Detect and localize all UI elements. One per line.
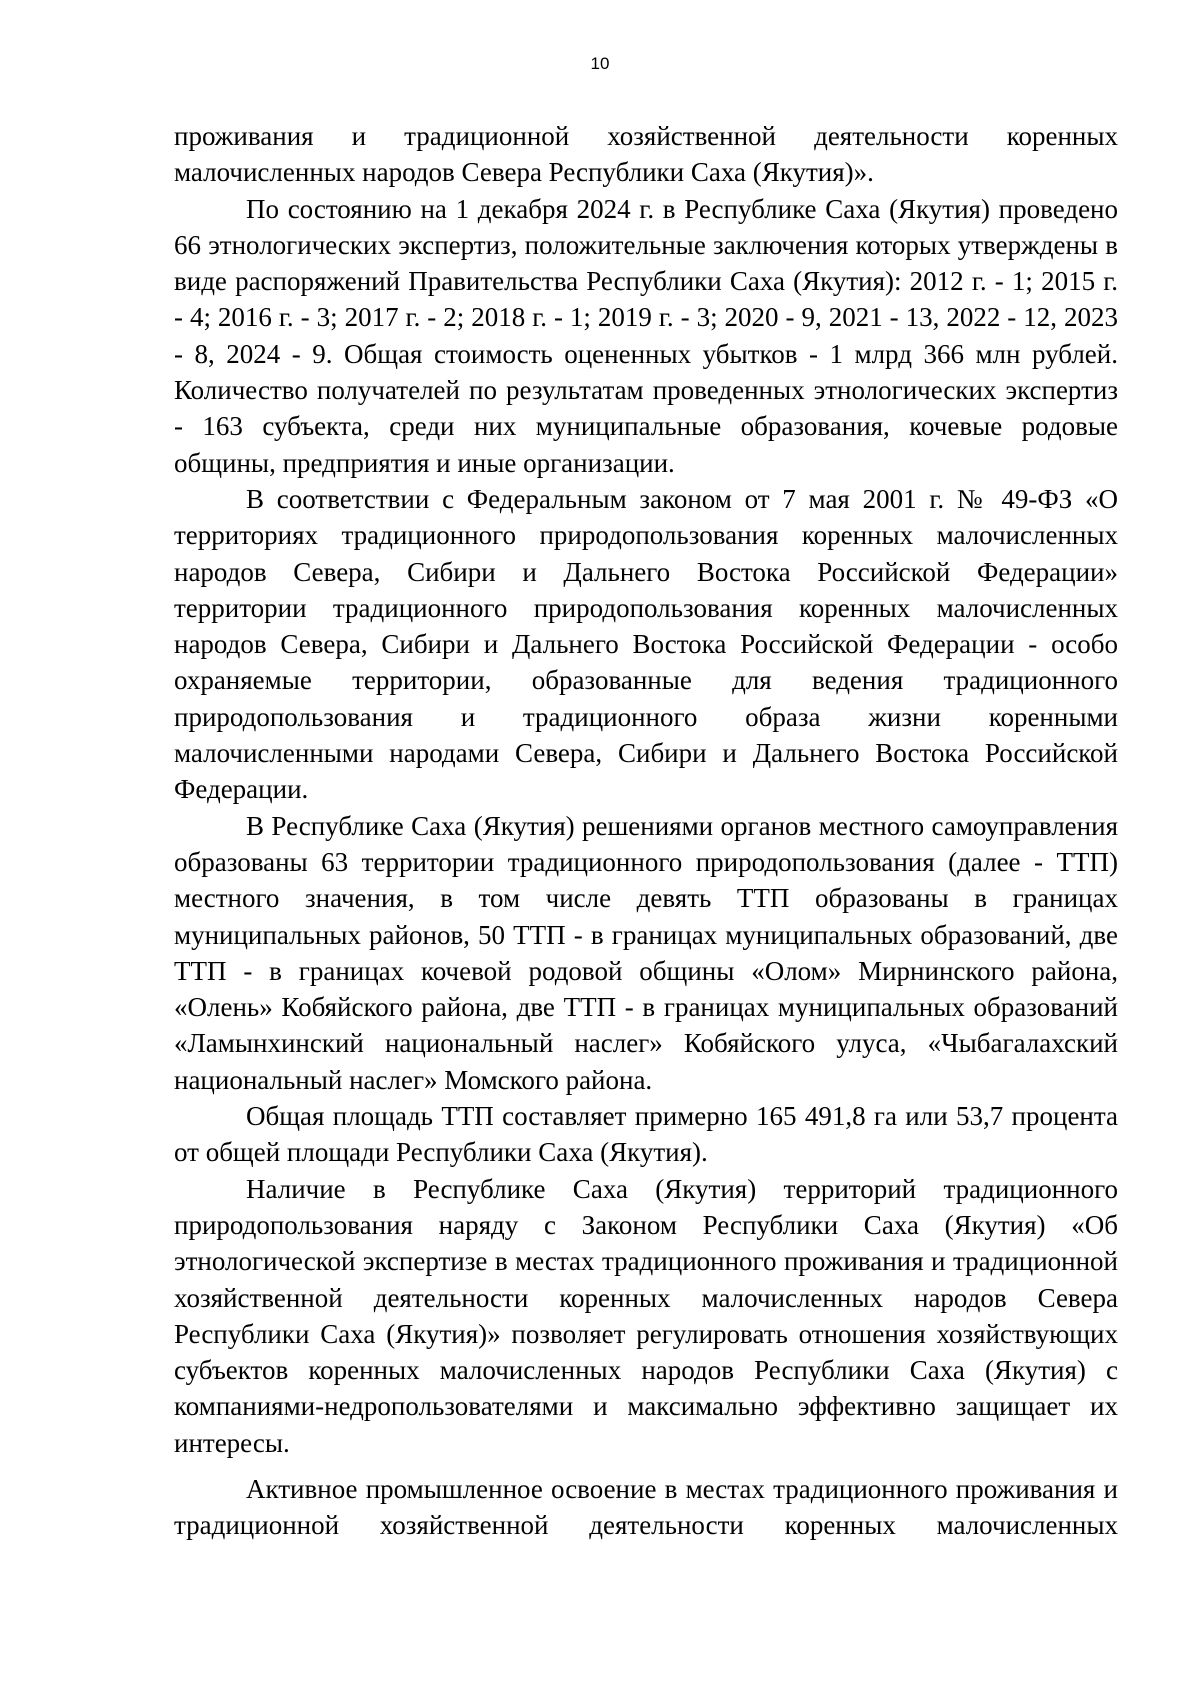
paragraph-gap xyxy=(174,1461,1118,1471)
document-body xyxy=(174,118,1118,1544)
paragraph-federal-law: В соответствии с Федеральным законом от 7 мая 2001 г. № 49-ФЗ «О территориях традиционного природопользования коренных малочисленных народов Севера, Сибири и Дальнего Востока Российской Федерации» территории традиционного природопользования коренных малочисленных народов Севера, Сибири и Дальнего Востока Российской Федерации - особо охраняемые территории, образованные для ведения традиционного природопользования и традиционного образа жизни коренными малочисленными народами Севера, Сибири и Дальнего Востока Российской Федерации. xyxy=(174,483,1118,805)
paragraph-ttp-area: Общая площадь ТТП составляет примерно 165 491,8 га или 53,7 процента от общей площади Республики Саха (Якутия). xyxy=(174,1101,1118,1168)
page-number: 10 xyxy=(590,54,610,73)
paragraph-ttp-regulation: Наличие в Республике Саха (Якутия) территорий традиционного природопользования наряду с Законом Республики Саха (Якутия) «Об этнологической экспертизе в местах традиционного проживания и традиционной хозяйственной деятельности коренных малочисленных народов Севера Республики Саха (Якутия)» позволяет регулировать отношения хозяйствующих субъектов коренных малочисленных народов Республики Саха (Якутия) с компаниями-недропользователями и максимально эффективно защищает их интересы. xyxy=(174,1173,1118,1458)
paragraph-continuation: проживания и традиционной хозяйственной деятельности коренных малочисленных народов Севера Республики Саха (Якутия)». xyxy=(174,121,1118,188)
paragraph-expertise-stats: По состоянию на 1 декабря 2024 г. в Республике Саха (Якутия) проведено 66 этнологических экспертиз, положительные заключения которых утверждены в виде распоряжений Правительства Республики Саха (Якутия): 2012 г. - 1; 2015 г. - 4; 2016 г. - 3; 2017 г. - 2; 2018 г. - 1; 2019 г. - 3; 2020 - 9, 2021 - 13, 2022 - 12, 2023 - 8, 2024 - 9. Общая стоимость оцененных убытков - 1 млрд 366 млн рублей. Количество получателей по результатам проведенных этнологических экспертиз - 163 субъекта, среди них муниципальные образования, кочевые родовые общины, предприятия и иные организации. xyxy=(174,193,1118,478)
paragraph-ttp-formation: В Республике Саха (Якутия) решениями органов местного самоуправления образованы 63 территории традиционного природопользования (далее - ТТП) местного значения, в том числе девять ТТП образованы в границах муниципальных районов, 50 ТТП - в границах муниципальных образований, две ТТП - в границах кочевой родовой общины «Олом» Мирнинского района, «Олень» Кобяйского района, две ТТП - в границах муниципальных образований «Ламынхинский национальный наслег» Кобяйского улуса, «Чыбагалахский национальный наслег» Момского района. xyxy=(174,810,1118,1095)
paragraph-industrial-development: Активное промышленное освоение в местах традиционного проживания и традиционной хозяйственной деятельности коренных малочисленных xyxy=(174,1473,1118,1541)
